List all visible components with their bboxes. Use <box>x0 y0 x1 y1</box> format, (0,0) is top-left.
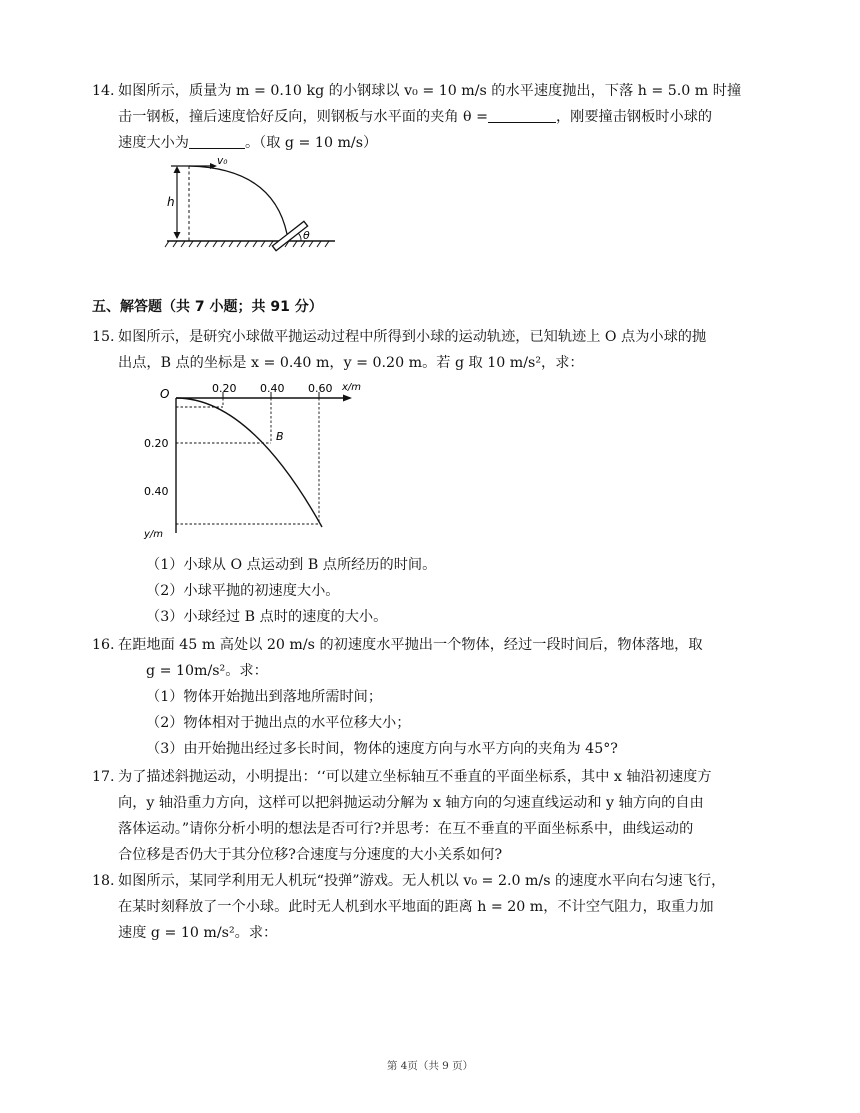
q15-line2: 出点，B 点的坐标是 x = 0.40 m，y = 0.20 m。若 g 取 10 m/s²，求： <box>118 355 584 371</box>
question-14 <box>92 78 763 156</box>
y-tick-label: 0.40 <box>144 485 169 498</box>
q17-line4: 合位移是否仍大于其分位移?合速度与分速度的大小关系如何? <box>118 847 503 863</box>
y-axis-label: y/m <box>144 529 164 540</box>
q17-line3: 落体运动。”请你分析小明的想法是否可行?并思考：在互不垂直的平面坐标系中，曲线运动的 <box>118 821 694 837</box>
q15-sub-2: （2）小球平抛的初速度大小。 <box>146 583 340 599</box>
x-tick-label: 0.20 <box>212 382 237 395</box>
q18-line1: 18. 如图所示，某同学利用无人机玩“投弹”游戏。无人机以 v₀ = 2.0 m/s 的速度水平向右匀速飞行， <box>118 868 763 894</box>
page-footer: 第 4页（共 9 页） <box>386 1060 474 1072</box>
q18-line3: 速度 g = 10 m/s²。求： <box>118 925 278 941</box>
question-number: 18. <box>92 873 115 889</box>
section-title: 五、解答题（共 7 小题；共 91 分） <box>92 299 323 315</box>
q16-line2: g = 10m/s²。求： <box>146 663 268 679</box>
answer-blank-angle[interactable] <box>488 108 556 123</box>
x-tick-label: 0.60 <box>308 382 333 395</box>
question-16 <box>92 632 763 684</box>
q15-sub-3: （3）小球经过 B 点时的速度的大小。 <box>146 609 388 625</box>
q16-sub-1: （1）物体开始抛出到落地所需时间； <box>146 689 383 705</box>
x-axis-label: x/m <box>342 382 362 393</box>
q16-sub-2: （2）物体相对于抛出点的水平位移大小； <box>146 715 411 731</box>
q14-line2: 击一钢板，撞后速度恰好反向，则钢板与水平面的夹角 θ = ，刚要撞击钢板时小球的 <box>118 109 713 125</box>
q15-sub-1: （1）小球从 O 点运动到 B 点所经历的时间。 <box>146 557 437 573</box>
y-tick-label: 0.20 <box>144 437 169 450</box>
question-number: 17. <box>92 769 115 785</box>
q16-sub-3: （3）由开始抛出经过多长时间，物体的速度方向与水平方向的夹角为 45°? <box>146 741 618 757</box>
figure-trajectory-graph <box>140 378 365 543</box>
question-18 <box>92 868 763 946</box>
q15-line1: 15. 如图所示，是研究小球做平抛运动过程中所得到小球的运动轨迹，已知轨迹上 O 点为小球的抛 <box>118 324 763 350</box>
q17-line2: 向，y 轴沿重力方向，这样可以把斜抛运动分解为 x 轴方向的匀速直线运动和 y 轴方向的自由 <box>118 795 704 811</box>
trajectory-curve <box>176 398 322 527</box>
question-number: 16. <box>92 637 115 653</box>
trajectory-curve <box>189 166 287 234</box>
q16-line1: 16. 在距地面 45 m 高处以 20 m/s 的初速度水平抛出一个物体，经过一段时间后，物体落地，取 <box>118 632 763 658</box>
question-15 <box>92 324 763 376</box>
label-h: h <box>167 195 175 209</box>
q17-line1: 17. 为了描述斜抛运动，小明提出：‘‘可以建立坐标轴互不垂直的平面坐标系，其中 x 轴沿初速度方 <box>118 764 763 790</box>
question-number: 14. <box>92 83 115 99</box>
q14-line1: 14. 如图所示，质量为 m = 0.10 kg 的小钢球以 v₀ = 10 m/s 的水平速度抛出，下落 h = 5.0 m 时撞 <box>118 78 763 104</box>
label-theta: θ <box>303 229 310 242</box>
answer-blank-speed[interactable] <box>189 134 245 149</box>
figure-projectile-steel-plate <box>155 158 340 258</box>
label-point-b: B <box>276 430 284 443</box>
label-v0: v₀ <box>217 158 228 167</box>
x-tick-label: 0.40 <box>260 382 285 395</box>
question-number: 15. <box>92 329 115 345</box>
q18-line2: 在某时刻释放了一个小球。此时无人机到水平地面的距离 h = 20 m，不计空气阻力，取重力加 <box>118 899 714 915</box>
label-origin: O <box>160 387 170 401</box>
q14-line3: 速度大小为 。（取 g = 10 m/s） <box>118 135 378 151</box>
question-17 <box>92 764 763 868</box>
